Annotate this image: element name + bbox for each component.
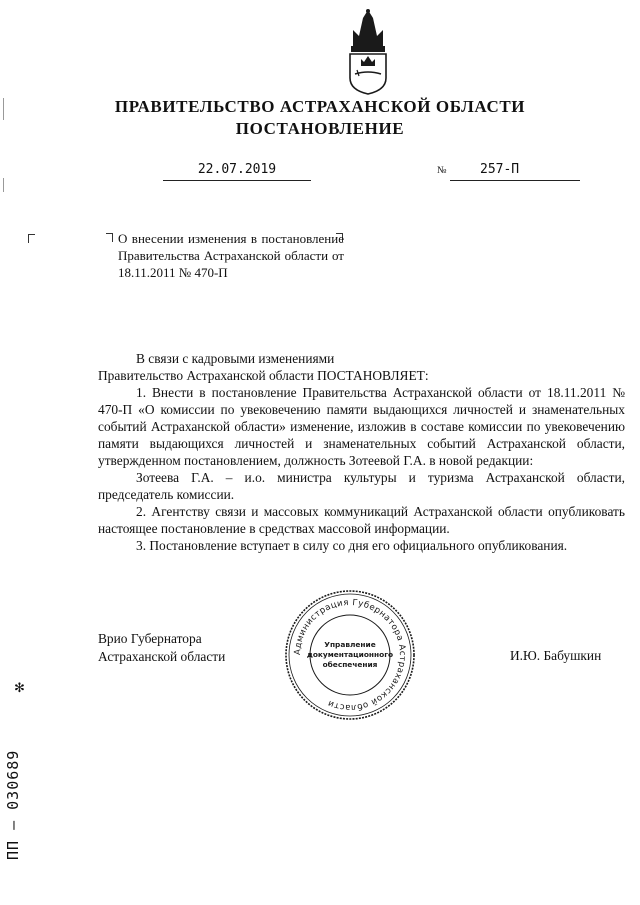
coat-of-arms-emblem — [343, 8, 393, 96]
margin-corner-mark — [28, 234, 35, 243]
clause-3: 3. Постановление вступает в силу со дня его официального опубликования. — [136, 538, 568, 553]
seal-ring-text: Администрация Губернатора Астраханской области — [292, 597, 408, 713]
signatory-name: И.Ю. Бабушкин — [510, 648, 602, 663]
serial-number-stamp: ПП – 030689 — [4, 749, 22, 860]
clause-1-quote: Зотеева Г.А. – и.о. министра культуры и туризма Астраханской области, председатель комиссии. — [98, 470, 625, 502]
seal-center-line-2: документационного — [306, 650, 394, 659]
document-body — [98, 350, 625, 554]
margin-mark — [3, 178, 4, 192]
clause-2: 2. Агентству связи и массовых коммуникаций Астраханской области опубликовать настоящее постановление в средствах массовой информации. — [98, 504, 625, 536]
document-date: 22.07.2019 — [197, 162, 277, 177]
clause-1: 1. Внести в постановление Правительства Астраханской области от 18.11.2011 № 470-П «О комиссии по увековечению памяти выдающихся личностей и знаменательных событий Астраханской области» изменение, изложив в составе комиссии по увековечению памяти выдающихся личностей и знаменательных событий Астраханской области, утвержденном постановлением, должность Зотеевой Г.А. в новой редакции: — [98, 385, 625, 468]
document-number: 257-П — [480, 162, 520, 177]
official-seal — [283, 588, 417, 722]
document-header — [0, 96, 640, 140]
date-field — [163, 162, 311, 181]
seal-center-line-3: обеспечения — [322, 660, 378, 669]
number-field — [450, 162, 580, 181]
signatory-title — [98, 630, 225, 666]
margin-mark — [3, 98, 4, 120]
subject-bracket-left — [106, 233, 113, 242]
star-mark: ✻ — [14, 680, 25, 695]
intro-line-2: Правительство Астраханской области ПОСТАНОВЛЯЕТ: — [98, 368, 429, 383]
signatory-region: Астраханской области — [98, 649, 226, 664]
government-title: ПРАВИТЕЛЬСТВО АСТРАХАНСКОЙ ОБЛАСТИ — [114, 97, 526, 116]
signatory-position: Врио Губернатора — [98, 631, 202, 646]
document-type-title: ПОСТАНОВЛЕНИЕ — [235, 119, 405, 138]
intro-line-1: В связи с кадровыми изменениями — [136, 351, 335, 366]
number-sign: № — [437, 165, 447, 176]
document-subject: О внесении изменения в постановление Правительства Астраханской области от 18.11.2011 № 470-П — [118, 231, 344, 280]
seal-center-line-1: Управление — [324, 640, 376, 649]
